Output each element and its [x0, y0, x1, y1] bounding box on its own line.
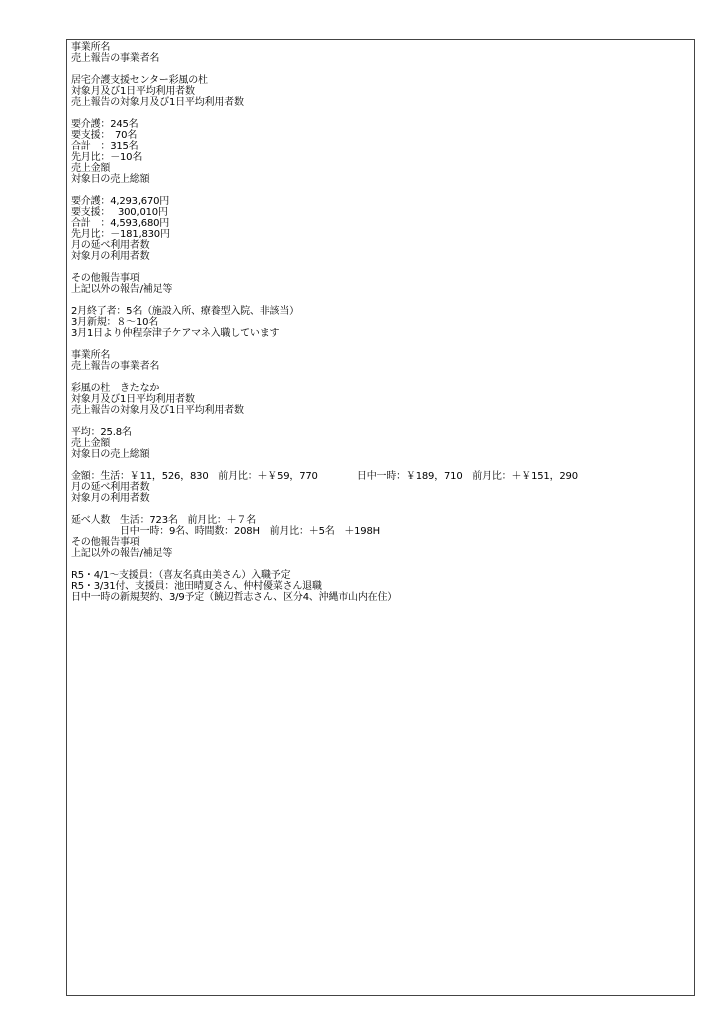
label-office-name-desc: 売上報告の事業者名 [71, 361, 160, 372]
other-line: 3月新規：８～10名 [71, 317, 159, 328]
sales-line: 合計 ：4,593,680円 [71, 218, 170, 229]
report-section-2 [71, 350, 691, 603]
label-total-users-desc: 対象月の利用者数 [71, 251, 150, 262]
office-name: 居宅介護支援センター彩風の杜 [71, 75, 208, 86]
users-line: 要支援： 70名 [71, 130, 138, 141]
label-users-desc: 売上報告の対象月及び1日平均利用者数 [71, 97, 244, 108]
users-line: 合計 ：315名 [71, 141, 139, 152]
users-line: 先月比：－10名 [71, 152, 143, 163]
total-users-line: 延べ人数 生活：723名 前月比：＋７名 [71, 515, 257, 526]
label-users: 対象月及び1日平均利用者数 [71, 394, 195, 405]
label-total-users: 月の延べ利用者数 [71, 482, 150, 493]
sales-line: 要支援： 300,010円 [71, 207, 168, 218]
report-section-1 [71, 42, 691, 339]
other-line: R5・4/1～支援員：（喜友名真由美さん）入職予定 [71, 570, 291, 581]
users-line: 要介護：245名 [71, 119, 139, 130]
label-sales-desc: 対象日の売上総額 [71, 449, 150, 460]
other-line: 3月1日より仲程奈津子ケアマネ入職しています [71, 328, 280, 339]
other-line: 日中一時の新規契約、3/9予定（饒辺哲志さん、区分4、沖縄市山内在住） [71, 592, 398, 603]
office-name: 彩風の杜 きたなか [71, 383, 160, 394]
label-other: その他報告事項 [71, 273, 140, 284]
label-office-name-desc: 売上報告の事業者名 [71, 53, 160, 64]
other-line: 2月終了者：5名（施設入所、療養型入院、非該当） [71, 306, 299, 317]
total-users-line: 日中一時：9名、時間数：208H 前月比：＋5名 ＋198H [71, 526, 380, 537]
label-other: その他報告事項 [71, 537, 140, 548]
label-other-desc: 上記以外の報告/補足等 [71, 548, 173, 559]
label-sales-desc: 対象日の売上総額 [71, 174, 150, 185]
label-total-users-desc: 対象月の利用者数 [71, 493, 150, 504]
sales-line: 先月比：－181,830円 [71, 229, 170, 240]
sales-line: 金額：生活：￥11，526，830 前月比：＋￥59，770 日中一時：￥189，710 前月比：＋￥151，290 [71, 471, 578, 482]
label-other-desc: 上記以外の報告/補足等 [71, 284, 173, 295]
label-sales: 売上金額 [71, 163, 111, 174]
label-sales: 売上金額 [71, 438, 111, 449]
label-total-users: 月の延べ利用者数 [71, 240, 150, 251]
label-office-name: 事業所名 [71, 42, 111, 53]
label-users: 対象月及び1日平均利用者数 [71, 86, 195, 97]
label-office-name: 事業所名 [71, 350, 111, 361]
users-line: 平均：25.8名 [71, 427, 132, 438]
sales-line: 要介護：4,293,670円 [71, 196, 170, 207]
sales-report [71, 42, 691, 603]
other-line: R5・3/31付、支援員：池田晴夏さん、仲村優菜さん退職 [71, 581, 322, 592]
label-users-desc: 売上報告の対象月及び1日平均利用者数 [71, 405, 244, 416]
